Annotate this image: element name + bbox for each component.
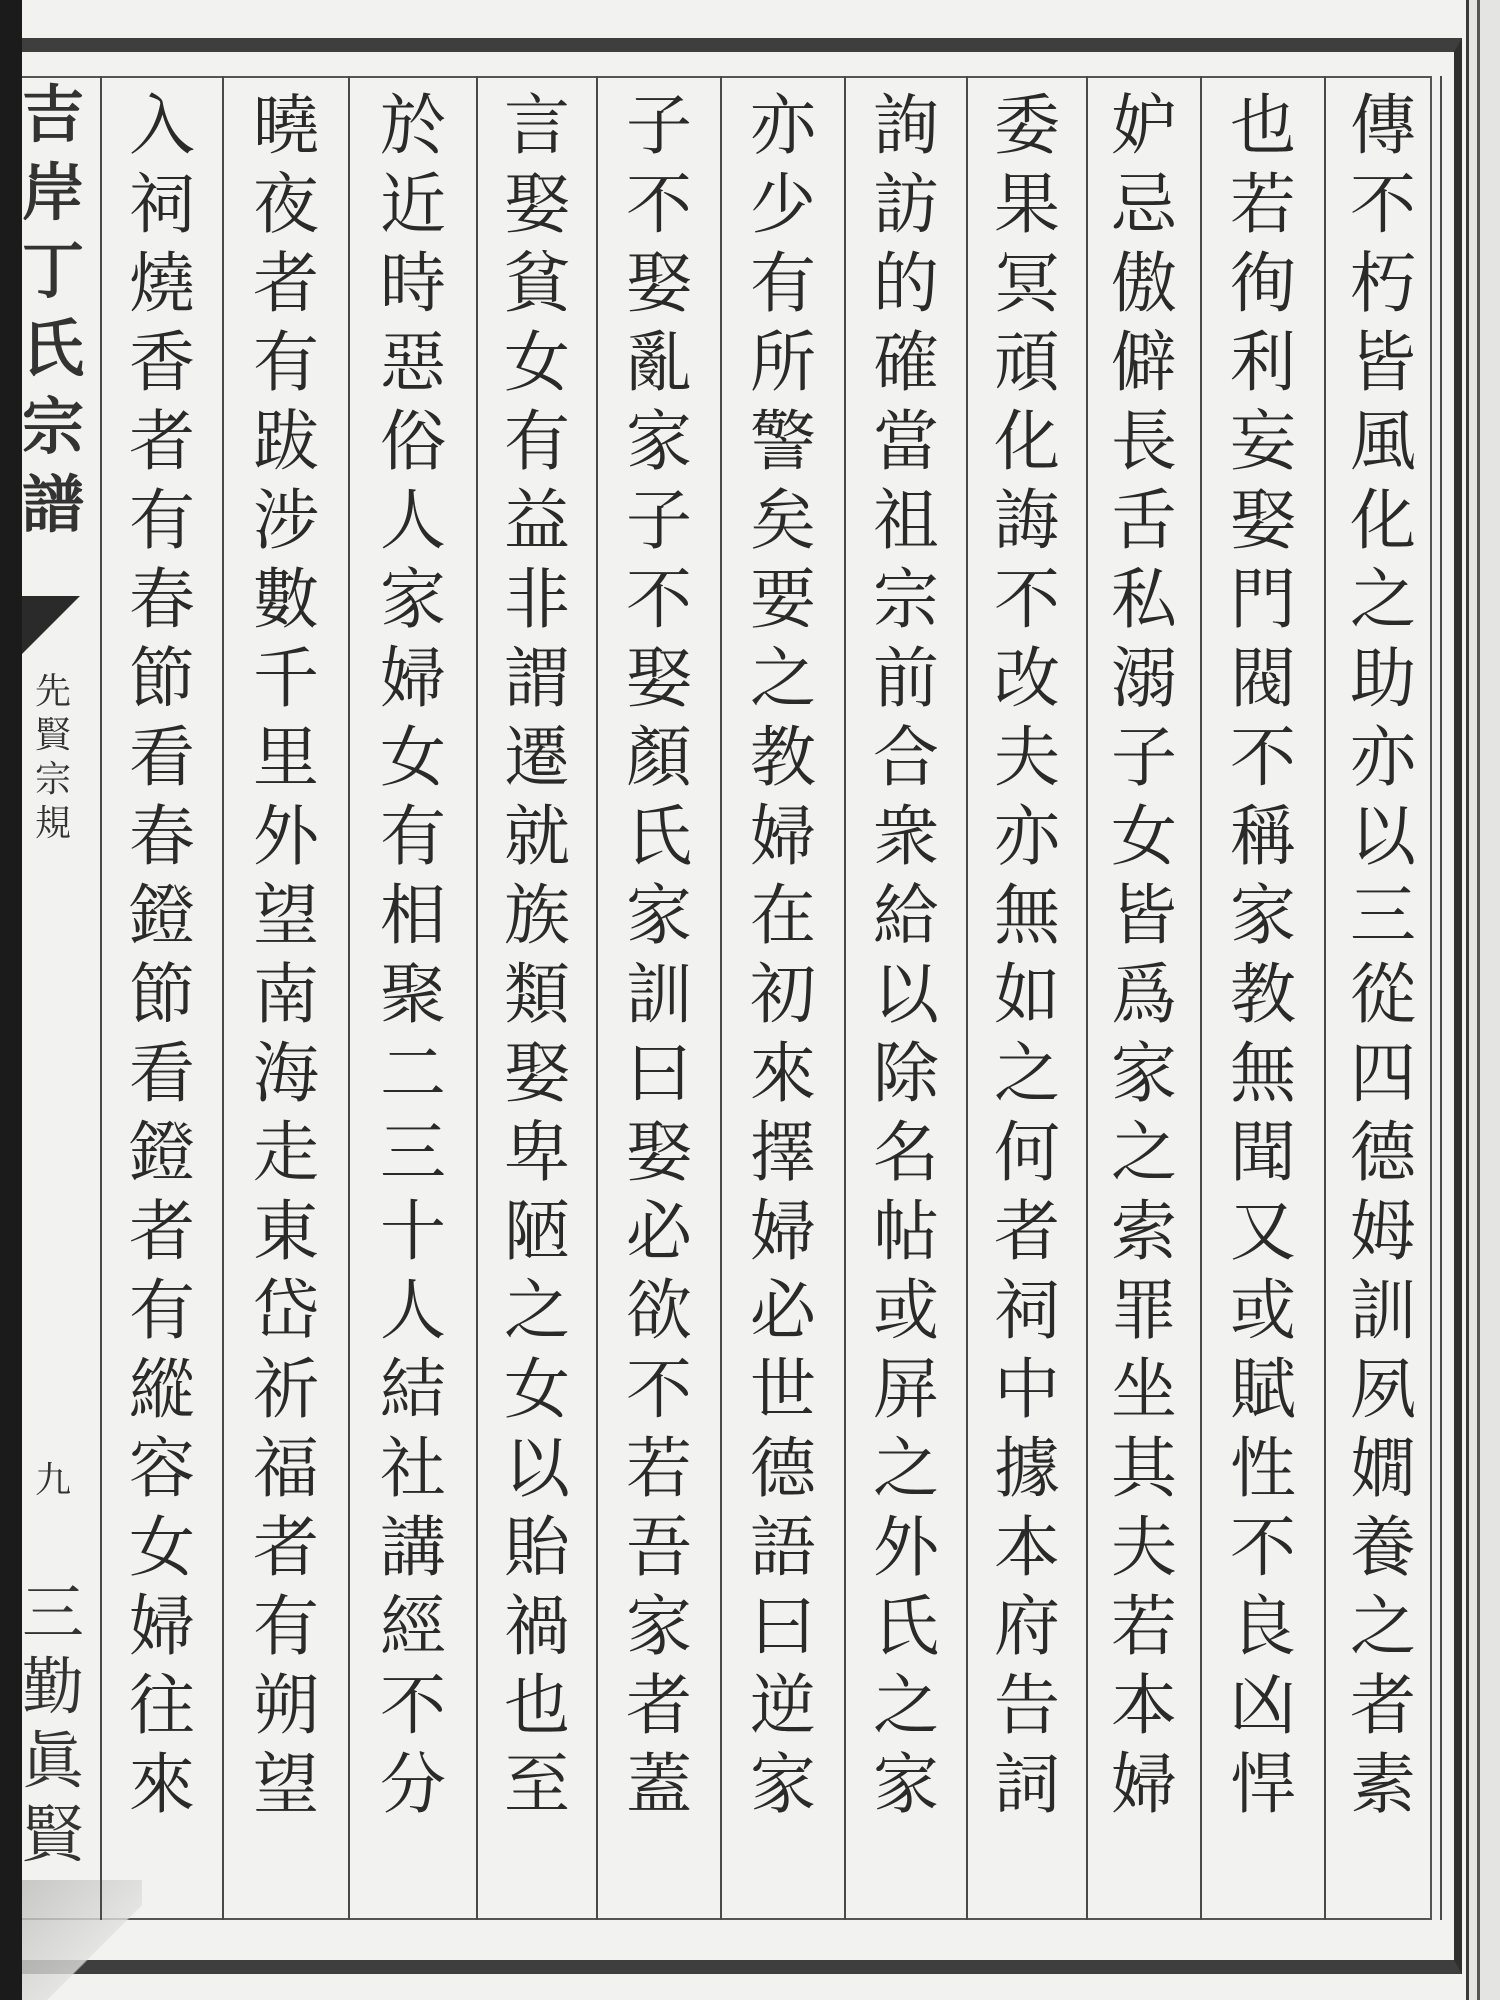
text-column: 曉 夜 者 有 跋 涉 數 千 里 外 望 南 海 走 東 岱 祈 福 者 有 朔 望 (253, 87, 319, 1823)
glyph: 岸 (22, 156, 84, 229)
text-column: 於 近 時 惡 俗 人 家 婦 女 有 相 聚 二 三 十 人 結 社 講 經 不 分 (380, 87, 446, 1823)
fish-tail-mark (22, 596, 80, 654)
glyph: 眞 (22, 1724, 84, 1797)
text-column: 妒 忌 傲 僻 長 舌 私 溺 子 女 皆 爲 家 之 索 罪 坐 其 夫 若 本 婦 (1111, 87, 1177, 1823)
glyph: 吉 (22, 78, 84, 151)
text-column: 入 祠 燒 香 者 有 春 節 看 春 鐙 節 看 鐙 者 有 縱 容 女 婦 往 來 (129, 87, 195, 1823)
text-column: 亦 少 有 所 警 矣 要 之 教 婦 在 初 來 擇 婦 必 世 德 語 曰 逆 家 (750, 87, 816, 1823)
glyph: 宗 (22, 390, 84, 463)
text-column: 傳 不 朽 皆 風 化 之 助 亦 以 三 從 四 德 姆 訓 夙 嫺 養 之 者 素 (1350, 87, 1416, 1823)
glyph: 宗 (34, 759, 71, 800)
section-title (22, 670, 84, 846)
glyph: 三 (22, 1576, 84, 1649)
glyph: 譜 (22, 468, 84, 541)
binding-edge (0, 0, 22, 2000)
text-column: 也 若 徇 利 妄 娶 門 閥 不 稱 家 教 無 聞 又 或 賦 性 不 良 凶 悍 (1230, 87, 1296, 1823)
next-page-edge (1466, 0, 1500, 2000)
text-column: 委 果 冥 頑 化 誨 不 改 夫 亦 無 如 之 何 者 祠 中 據 本 府 告 詞 (994, 87, 1060, 1823)
text-column: 言 娶 貧 女 有 益 非 謂 遷 就 族 類 娶 卑 陋 之 女 以 貽 禍 也 至 (504, 87, 570, 1823)
glyph: 氏 (22, 312, 84, 385)
text-column: 詢 訪 的 確 當 祖 宗 前 合 衆 給 以 除 名 帖 或 屏 之 外 氏 之 家 (873, 87, 939, 1823)
glyph: 勤 (22, 1650, 84, 1723)
book-title (22, 76, 84, 616)
glyph: 賢 (22, 1798, 84, 1871)
hall-name (22, 1576, 84, 1920)
glyph: 規 (34, 803, 71, 844)
page-number: 九 (34, 1460, 71, 1501)
column-rule (1440, 76, 1442, 1920)
text-column: 子 不 娶 亂 家 子 不 娶 顏 氏 家 訓 曰 娶 必 欲 不 若 吾 家 者 蓋 (626, 87, 692, 1823)
glyph: 賢 (34, 715, 71, 756)
glyph: 丁 (22, 234, 84, 307)
glyph: 先 (34, 671, 71, 712)
